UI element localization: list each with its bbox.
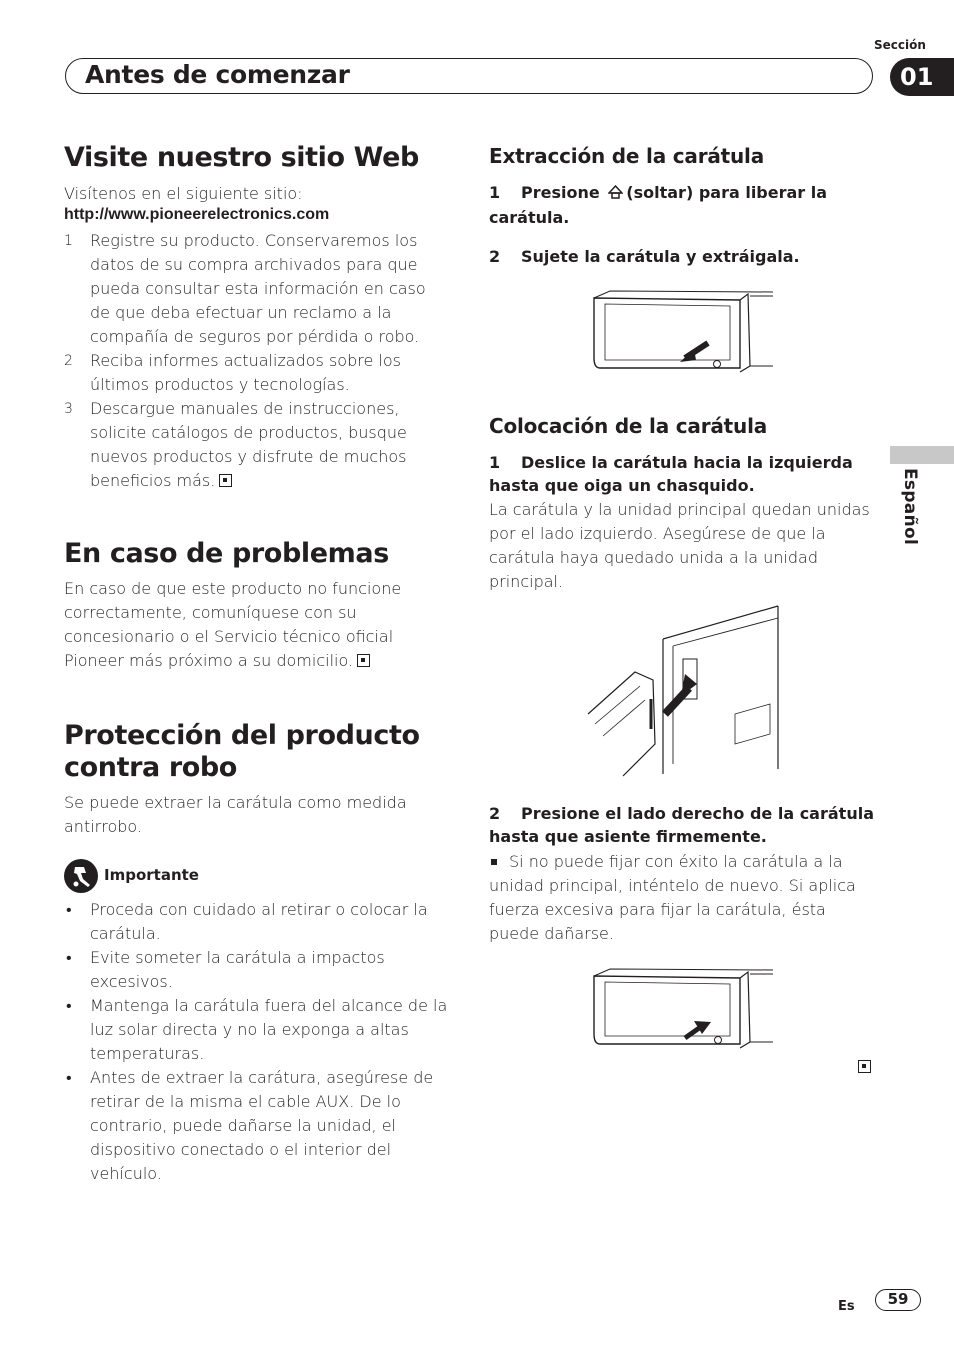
faceplate-attach-figure: [585, 604, 780, 779]
problems-text: En caso de que este producto no funcione correctamente, comuníquese con su concesionario o el Servicio técnico oficial Pioneer más próximo a su domicilio.: [64, 579, 402, 670]
website-benefits-list: [64, 229, 450, 493]
language-label: Español: [900, 468, 920, 546]
attach-note: Si no puede fijar con éxito la carátula a la unidad principal, inténtelo de nuevo. Si aplica fuerza excesiva para fijar la carátula, ésta puede dañarse.: [489, 852, 856, 943]
square-bullet-icon: [491, 859, 497, 865]
heading-problems: En caso de problemas: [64, 538, 389, 569]
list-item: • Antes de extraer la carátura, asegúrese de retirar de la misma el cable AUX. De lo contrario, puede dañarse la unidad, el dispositivo conectado o el interior del vehículo.: [66, 1068, 434, 1183]
list-item: • Evite someter la carátula a impactos excesivos.: [66, 948, 385, 991]
website-url-link[interactable]: http://www.pioneerelectronics.com: [64, 206, 330, 223]
attach-step-1: 1 Deslice la carátula hacia la izquierda hasta que oiga un chasquido.: [489, 453, 853, 495]
important-label: Importante: [104, 866, 199, 884]
list-item: 1 Registre su producto. Conservaremos los datos de su compra archivados para que pueda consultar esta información en caso de que deba efectuar un reclamo a la compañía de seguros por pérdida o robo.: [64, 231, 426, 346]
heading-removal: Extracción de la carátula: [489, 144, 765, 168]
important-icon: [64, 859, 98, 893]
list-item: • Proceda con cuidado al retirar o colocar la carátula.: [66, 900, 428, 943]
page-number: 59: [875, 1289, 921, 1311]
removal-step-1: 1 Presione (soltar) para liberar la carátula.: [489, 183, 828, 227]
list-item: 2 Reciba informes actualizados sobre los últimos productos y tecnologías.: [64, 351, 401, 394]
faceplate-removal-figure: [590, 288, 780, 376]
heading-website: Visite nuestro sitio Web: [64, 142, 419, 173]
chapter-title: Antes de comenzar: [85, 60, 350, 89]
removal-step-2: 2 Sujete la carátula y extráigala.: [489, 247, 800, 266]
end-mark-icon: [219, 474, 232, 487]
eject-icon: [608, 183, 623, 206]
attach-step-1-text: La carátula y la unidad principal quedan unidas por el lado izquierdo. Asegúrese de que la carátula haya quedado unida a la unidad principal.: [489, 500, 870, 591]
list-item: • Mantenga la carátula fuera del alcance de la luz solar directa y no la exponga a altas temperaturas.: [66, 996, 448, 1063]
heading-attach: Colocación de la carátula: [489, 414, 768, 438]
heading-theft-protection: Protección del producto contra robo: [64, 720, 420, 783]
important-bullets: [64, 898, 450, 1186]
end-mark-icon: [357, 654, 370, 667]
language-tab: [890, 446, 954, 464]
end-mark-icon: [858, 1057, 871, 1076]
website-intro: Visítenos en el siguiente sitio:: [64, 184, 303, 203]
section-number: 01: [890, 58, 954, 96]
footer-lang-code: Es: [838, 1299, 855, 1314]
faceplate-press-figure: [590, 966, 780, 1051]
attach-step-2: 2 Presione el lado derecho de la carátula hasta que asiente firmemente.: [489, 804, 874, 846]
list-item: 3 Descargue manuales de instrucciones, solicite catálogos de productos, busque nuevos productos y disfrute de muchos beneficios más.: [64, 399, 407, 490]
section-label: Sección: [874, 38, 926, 52]
theft-text: Se puede extraer la carátula como medida antirrobo.: [64, 793, 407, 836]
